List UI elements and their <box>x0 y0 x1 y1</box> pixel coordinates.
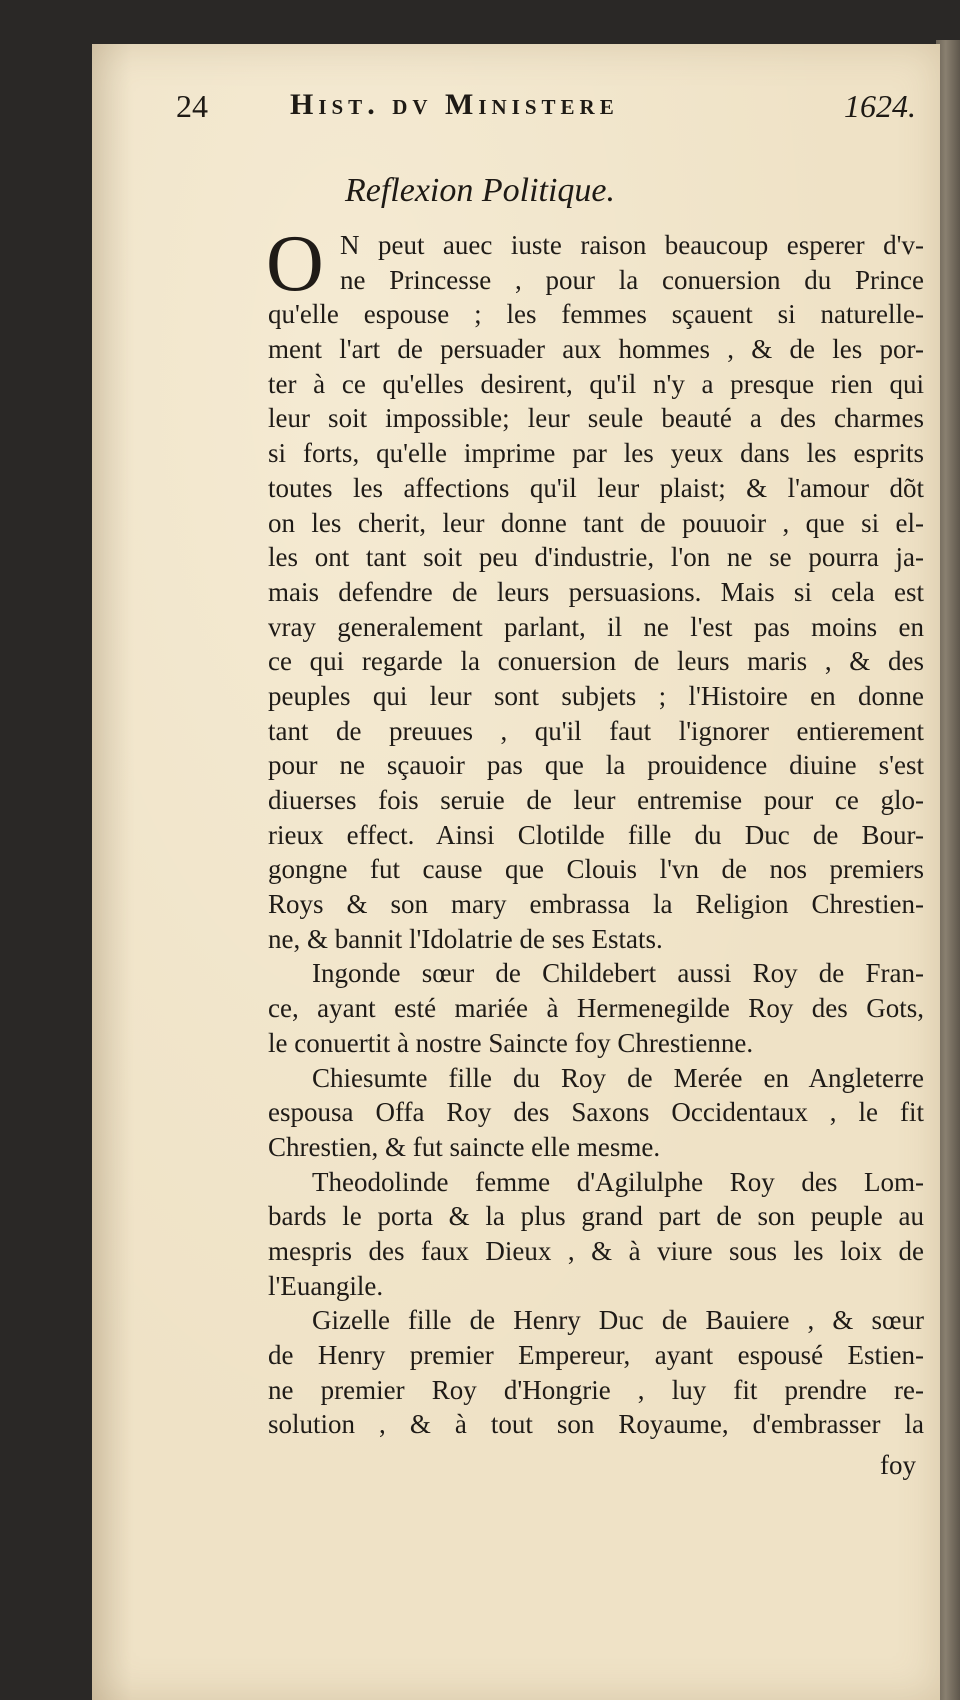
page-header <box>176 88 916 128</box>
text-line: ter à ce qu'elles desirent, qu'il n'y a presque rien qui <box>268 368 924 399</box>
text-line: les ont tant soit peu d'industrie, l'on ne se pourra ja- <box>268 542 924 573</box>
text-line: solution , & à tout son Royaume, d'embrasser la <box>268 1409 924 1440</box>
text-line: ne Princesse , pour la conuersion du Prince <box>340 264 924 295</box>
text-line: pour ne sçauoir pas que la prouidence diuine s'est <box>268 750 924 781</box>
text-line: N peut auec iuste raison beaucoup esperer d'v- <box>340 230 924 260</box>
text-line: ce, ayant esté mariée à Hermenegilde Roy des Gots, <box>268 993 924 1024</box>
text-line: l'Euangile. <box>268 1270 384 1301</box>
text-line: Roys & son mary embrassa la Religion Chrestien- <box>268 889 924 920</box>
text-line: ment l'art de persuader aux hommes , & de les por- <box>268 334 924 365</box>
text-line: Chiesumte fille du Roy de Merée en Angleterre <box>312 1062 924 1093</box>
text-line: peuples qui leur sont subjets ; l'Histoire en donne <box>268 680 924 711</box>
text-line: toutes les affections qu'il leur plaist; & l'amour dõt <box>268 472 924 503</box>
text-line: Chrestien, & fut saincte elle mesme. <box>268 1131 661 1162</box>
text-line: de Henry premier Empereur, ayant espousé Estien- <box>268 1340 924 1370</box>
text-line: rieux effect. Ainsi Clotilde fille du Duc de Bour- <box>268 819 924 850</box>
text-line: ne, & bannit l'Idolatrie de ses Estats. <box>268 923 663 954</box>
text-line: si forts, qu'elle imprime par les yeux dans les esprits <box>268 438 924 469</box>
text-line: espousa Offa Roy des Saxons Occidentaux , le fit <box>268 1097 924 1128</box>
body-text <box>266 220 924 1442</box>
text-line: qu'elle espouse ; les femmes sçauent si naturelle- <box>268 299 924 330</box>
text-line: bards le porta & la plus grand part de son peuple au <box>268 1201 924 1232</box>
folio-number: 24 <box>176 88 208 124</box>
text-line: Theodolinde femme d'Agilulphe Roy des Lom- <box>312 1166 924 1197</box>
text-line: gongne fut cause que Clouis l'vn de nos premiers <box>268 854 924 885</box>
section-title: Reflexion Politique. <box>344 172 616 209</box>
text-line: ce qui regarde la conuersion de leurs maris , & des <box>268 646 924 677</box>
text-line: Ingonde sœur de Childebert aussi Roy de Fran- <box>312 958 924 989</box>
text-line: le conuertit à nostre Saincte foy Chrestienne. <box>268 1027 754 1058</box>
running-title: Hist. dv Ministere <box>290 88 619 121</box>
text-line: leur soit impossible; leur seule beauté a des charmes <box>268 403 924 434</box>
text-line: mespris des faux Dieux , & à viure sous les loix de <box>268 1235 924 1266</box>
text-line: tant de preuues , qu'il faut l'ignorer entierement <box>268 715 924 746</box>
catchword: foy <box>880 1450 916 1480</box>
drop-cap: O <box>266 220 324 308</box>
text-line: ne premier Roy d'Hongrie , luy fit prendre re- <box>268 1374 924 1405</box>
text-line: Gizelle fille de Henry Duc de Bauiere , & sœur <box>312 1305 924 1336</box>
text-line: mais defendre de leurs persuasions. Mais si cela est <box>268 576 924 607</box>
text-line: on les cherit, leur donne tant de pouuoir , que si el- <box>268 507 924 538</box>
text-line: vray generalement parlant, il ne l'est pas moins en <box>268 611 924 642</box>
text-line: diuerses fois seruie de leur entremise pour ce glo- <box>268 785 924 815</box>
year-marker: 1624. <box>844 88 916 124</box>
